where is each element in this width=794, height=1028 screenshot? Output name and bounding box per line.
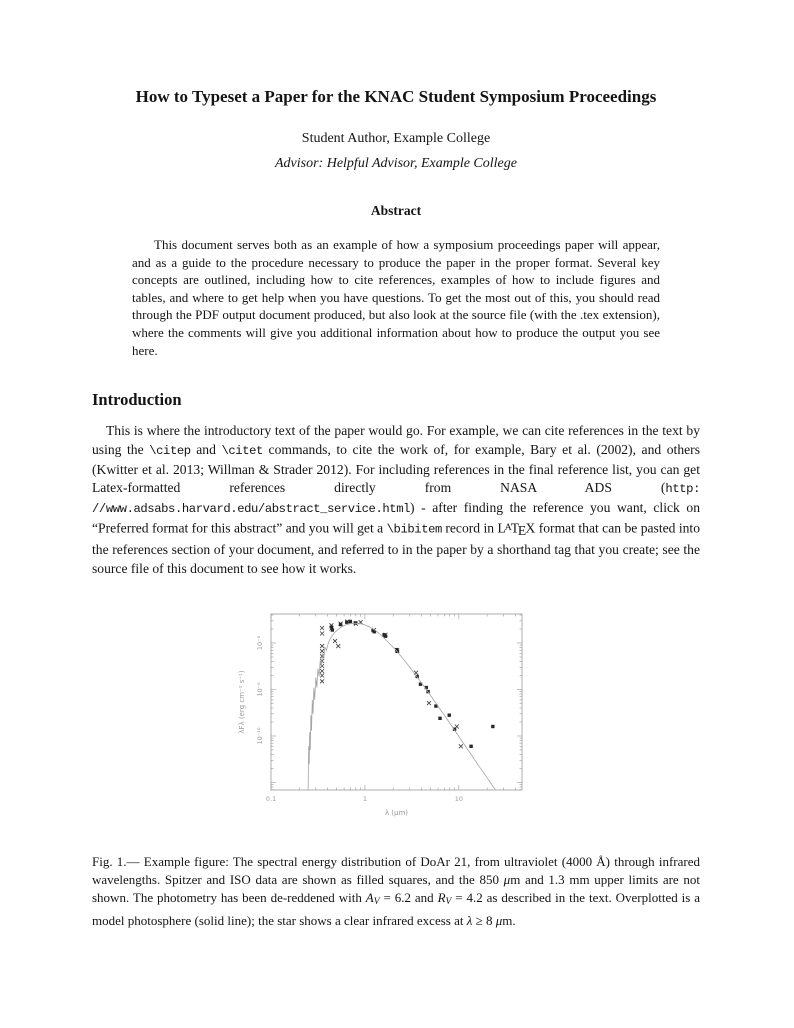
- svg-text:10⁻⁸: 10⁻⁸: [255, 636, 264, 651]
- svg-text:λ (μm): λ (μm): [384, 809, 408, 818]
- svg-text:10: 10: [454, 795, 463, 804]
- svg-text:10⁻⁹: 10⁻⁹: [255, 682, 264, 698]
- abstract-heading: Abstract: [370, 203, 422, 218]
- author-line: Student Author, Example College: [301, 131, 491, 146]
- advisor-line: Advisor: Helpful Advisor, Example College: [275, 156, 517, 171]
- svg-text:10⁻¹⁰: 10⁻¹⁰: [255, 727, 264, 745]
- svg-text:λFλ (erg cm⁻² s⁻¹): λFλ (erg cm⁻² s⁻¹): [237, 670, 246, 734]
- introduction-paragraph: This is where the introductory text of the paper would go. For example, we can cite references in the text by using the \citep and \citet commands, to cite the work of, for example, Bary et al. (2002), and others (Kwitter et al. 2013; Willman & Strader 2012). For including references in the final reference list, you can get Latex-formatted references directly from NASA ADS (http://www.adsabs.harvard.edu/abstract_service.html) - after finding the reference you want, click on “Preferred format for this abstract” and you will get a \bibitem record in $L^ATEX$ format that can be pasted into the references section of your document, and referred to in the paper by a shorthand tag that you create; see the source file of this document to see how it works.: [92, 423, 700, 576]
- sed-plot: [231, 604, 562, 824]
- figure-caption: Fig. 1.— Example figure: The spectral energy distribution of DoAr 21, from ultraviolet (4000 Å) through infrared wavelengths. Spitzer and ISO data are shown as filled squares, and the 850 μm and 1.3 mm upper limits are not shown. The photometry has been de-reddened with AV = 6.2 and RV = 4.2 as described in the text. Overplotted is a model photosphere (solid line); the star shows a clear infrared excess at λ ≥ 8 μm.: [92, 854, 701, 928]
- svg-text:0.1: 0.1: [265, 795, 276, 804]
- abstract-text: This document serves both as an example of how a symposium proceedings paper will appear, and as a guide to the procedure necessary to produce the paper in the proper format. Several key concepts are outlined, including how to cite references, examples of how to include figures and tables, and where to get help when you have questions. To get the most out of this, you should read through the PDF output document produced, but also look at the source file (with the .tex extension), where the comments will give you additional information about how to produce the output you see here.: [132, 237, 660, 358]
- figure-1: [231, 604, 562, 829]
- page-title: How to Typeset a Paper for the KNAC Student Symposium Proceedings: [135, 87, 657, 106]
- introduction-heading: Introduction: [92, 390, 182, 410]
- svg-text:1: 1: [362, 795, 367, 804]
